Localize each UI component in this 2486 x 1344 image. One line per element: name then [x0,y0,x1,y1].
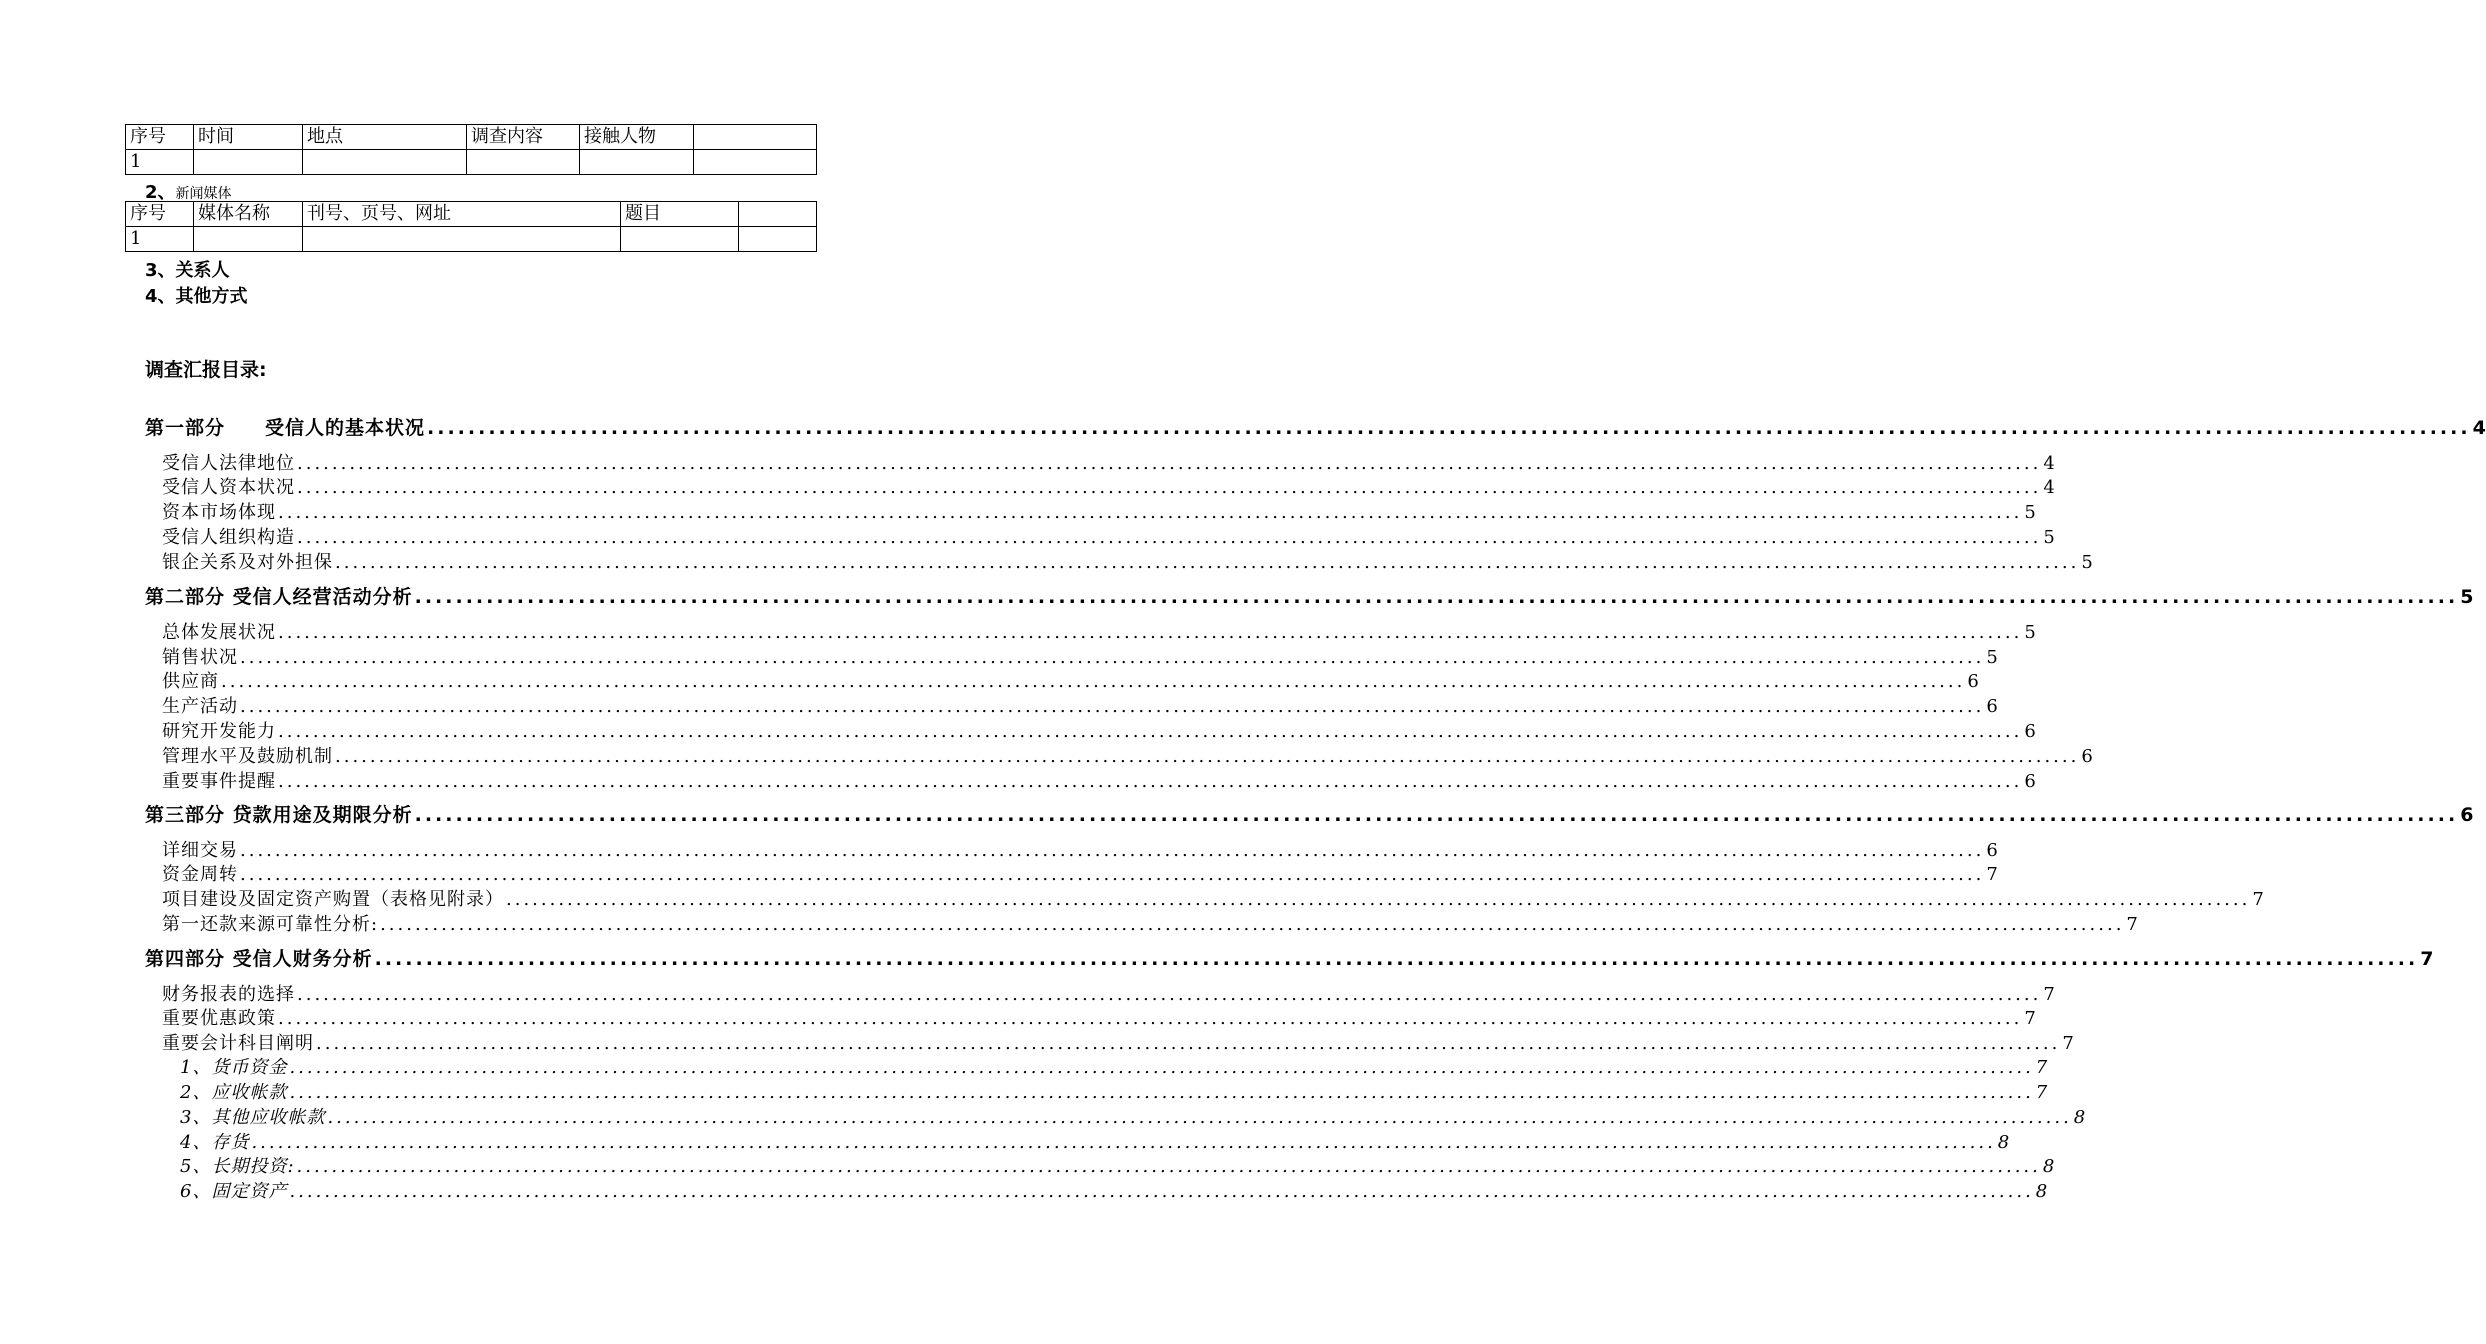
toc-entry-label: 财务报表的选择 [162,984,295,1005]
toc-page-number: 8 [2042,1156,2055,1177]
toc-leader-dots: ........................................................................................................................................................................................................ [289,1057,2034,1078]
toc-entry-sub[interactable] [162,1029,2074,1054]
toc-leader-dots: ........................................................................................................................................................................................................ [297,477,2042,498]
toc-leader-dots: ........................................................................................................................................................................................................ [278,771,2023,792]
toc-page-number: 7 [2126,914,2138,935]
toc-entry-label: 3、其他应收帐款 [180,1107,326,1128]
toc-page-number: 7 [2043,984,2055,1005]
toc-entry-label: 生产活动 [162,696,238,717]
toc-page-number: 5 [2024,502,2036,523]
toc-entry-label: 受信人法律地位 [162,453,295,474]
toc-entry-label: 受信人资本状况 [162,477,295,498]
table-cell [303,150,467,175]
table-cell [739,227,817,252]
header-cell: 地点 [303,125,467,150]
toc-entry-label: 管理水平及鼓励机制 [162,746,333,767]
toc-entry-label: 资金周转 [162,864,238,885]
toc-page-number: 5 [2024,622,2036,643]
table-cell [467,150,580,175]
toc-page-number: 8 [1997,1132,2010,1153]
table-cell: 1 [126,150,194,175]
section-3-heading: 3、关系人 [145,260,230,281]
toc-page-number: 6 [2460,804,2474,826]
toc-page-number: 5 [1986,647,1998,668]
toc-leader-dots: ........................................................................................................................................................................................................ [289,1181,2034,1202]
toc-page-number: 4 [2043,477,2055,498]
table-cell: 1 [126,227,194,252]
toc-leader-dots: ........................................................................................................................................................................................................ [297,527,2042,548]
toc-leader-dots: ........................................................................................................................................................................................................ [414,586,2459,608]
toc-page-number: 6 [2024,771,2036,792]
table-cell [621,227,739,252]
toc-entry-sub[interactable] [162,473,2055,498]
toc-entry-label: 重要会计科目阐明 [162,1033,314,1054]
toc-page-number: 7 [1986,864,1998,885]
toc-entry-label: 4、存货 [180,1132,250,1153]
toc-page-number: 8 [2035,1181,2048,1202]
toc-page-number: 4 [2043,453,2055,474]
toc-page-number: 7 [2035,1082,2048,1103]
table-cell [194,227,303,252]
toc-entry-label: 资本市场体现 [162,502,276,523]
toc-entry-sub[interactable] [162,910,2138,935]
toc-page-number: 6 [1986,696,1998,717]
toc-entry-label: 总体发展状况 [162,622,276,643]
toc-leader-dots: ........................................................................................................................................................................................................ [427,417,2471,439]
toc-leader-dots: ........................................................................................................................................................................................................ [240,696,1985,717]
toc-entry-sub[interactable] [162,767,2036,792]
toc-entry-sub[interactable] [162,742,2093,767]
toc-leader-dots: ........................................................................................................................................................................................................ [316,1033,2061,1054]
toc-entry-sub[interactable] [162,498,2036,523]
toc-entry-item[interactable] [180,1128,2010,1153]
toc-entry-label: 银企关系及对外担保 [162,552,333,573]
toc-page-number: 7 [2420,948,2434,970]
toc-entry-sub[interactable] [162,523,2055,548]
header-cell [694,125,817,150]
toc-leader-dots: ........................................................................................................................................................................................................ [374,948,2419,970]
toc-leader-dots: ........................................................................................................................................................................................................ [327,1107,2072,1128]
toc-leader-dots: ........................................................................................................................................................................................................ [240,864,1985,885]
toc-entry-label: 受信人组织构造 [162,527,295,548]
toc-page-number: 7 [2252,889,2264,910]
table-header-row [126,125,817,150]
header-cell: 序号 [126,202,194,227]
toc-entry-label: 2、应收帐款 [180,1082,288,1103]
toc-leader-dots: ........................................................................................................................................................................................................ [278,721,2023,742]
toc-entry-item[interactable] [180,1152,2055,1177]
toc-entry-label: 项目建设及固定资产购置（表格见附录） [162,889,504,910]
toc-entry-sub[interactable] [162,836,1998,861]
toc-page-number: 5 [2460,586,2474,608]
toc-leader-dots: ........................................................................................................................................................................................................ [278,622,2023,643]
toc-page-number: 7 [2035,1057,2048,1078]
toc-entry-part[interactable] [145,800,2474,826]
toc-entry-label: 6、固定资产 [180,1181,288,1202]
header-cell: 接触人物 [580,125,694,150]
toc-entry-sub[interactable] [162,885,2264,910]
toc-entry-label: 第四部分 受信人财务分析 [145,948,373,970]
table-cell [694,150,817,175]
toc-entry-sub[interactable] [162,548,2093,573]
table-row [126,150,817,175]
table-header-row [126,202,817,227]
toc-entry-item[interactable] [180,1103,2086,1128]
toc-leader-dots: ........................................................................................................................................................................................................ [297,984,2042,1005]
toc-leader-dots: ........................................................................................................................................................................................................ [414,804,2459,826]
toc-entry-label: 详细交易 [162,840,238,861]
toc-entry-label: 研究开发能力 [162,721,276,742]
toc-entry-sub[interactable] [162,667,1979,692]
toc-page-number: 7 [2062,1033,2074,1054]
toc-entry-label: 重要事件提醒 [162,771,276,792]
table-cell [194,150,303,175]
toc-page-number: 8 [2073,1107,2086,1128]
table-cell [580,150,694,175]
toc-leader-dots: ........................................................................................................................................................................................................ [221,671,1966,692]
toc-title: 调查汇报目录: [145,359,267,381]
toc-entry-label: 重要优惠政策 [162,1008,276,1029]
toc-entry-label: 供应商 [162,671,219,692]
toc-entry-item[interactable] [180,1078,2048,1103]
toc-entry-part[interactable] [145,944,2434,970]
toc-leader-dots: ........................................................................................................................................................................................................ [506,889,2251,910]
toc-leader-dots: ........................................................................................................................................................................................................ [335,552,2080,573]
table-row [126,227,817,252]
toc-leader-dots: ........................................................................................................................................................................................................ [240,647,1985,668]
header-cell: 媒体名称 [194,202,303,227]
toc-leader-dots: ........................................................................................................................................................................................................ [296,1156,2041,1177]
section-2-label: 新闻媒体 [175,186,232,202]
toc-leader-dots: ........................................................................................................................................................................................................ [289,1082,2034,1103]
toc-page-number: 6 [1986,840,1998,861]
toc-leader-dots: ........................................................................................................................................................................................................ [278,1008,2023,1029]
toc-entry-sub[interactable] [162,1004,2036,1029]
toc-entry-label: 第二部分 受信人经营活动分析 [145,586,413,608]
header-cell: 刊号、页号、网址 [303,202,621,227]
toc-page-number: 5 [2081,552,2093,573]
toc-page-number: 5 [2043,527,2055,548]
toc-entry-label: 第三部分 贷款用途及期限分析 [145,804,413,826]
toc-page-number: 6 [1967,671,1979,692]
header-cell: 题目 [621,202,739,227]
header-cell: 调查内容 [467,125,580,150]
toc-entry-label: 第一部分 受信人的基本状况 [145,417,426,439]
toc-entry-part[interactable] [145,582,2474,608]
toc-entry-sub[interactable] [162,449,2055,474]
toc-entry-sub[interactable] [162,860,1998,885]
toc-leader-dots: ........................................................................................................................................................................................................ [335,746,2080,767]
section-4-heading: 4、其他方式 [145,286,248,307]
toc-entry-sub[interactable] [162,980,2055,1005]
toc-page-number: 4 [2472,417,2486,439]
toc-page-number: 7 [2024,1008,2036,1029]
toc-entry-item[interactable] [180,1053,2048,1078]
header-cell: 时间 [194,125,303,150]
toc-entry-part[interactable] [145,413,2486,439]
toc-leader-dots: ........................................................................................................................................................................................................ [380,914,2125,935]
header-cell [739,202,817,227]
media-table [125,201,817,252]
toc-entry-label: 销售状况 [162,647,238,668]
toc-entry-sub[interactable] [162,643,1998,668]
toc-entry-item[interactable] [180,1177,2048,1202]
toc-leader-dots: ........................................................................................................................................................................................................ [251,1132,1996,1153]
section-2-number: 2、 [145,182,176,203]
toc-entry-label: 第一还款来源可靠性分析: [162,914,379,935]
toc-entry-sub[interactable] [162,618,2036,643]
toc-entry-sub[interactable] [162,692,1998,717]
toc-leader-dots: ........................................................................................................................................................................................................ [278,502,2023,523]
toc-entry-sub[interactable] [162,717,2036,742]
toc-page-number: 6 [2081,746,2093,767]
toc-leader-dots: ........................................................................................................................................................................................................ [240,840,1985,861]
toc-entry-label: 1、货币资金 [180,1057,288,1078]
toc-entry-label: 5、长期投资: [180,1156,295,1177]
header-cell: 序号 [126,125,194,150]
toc-page-number: 6 [2024,721,2036,742]
table-cell [303,227,621,252]
toc-leader-dots: ........................................................................................................................................................................................................ [297,453,2042,474]
contact-record-table [125,124,817,175]
